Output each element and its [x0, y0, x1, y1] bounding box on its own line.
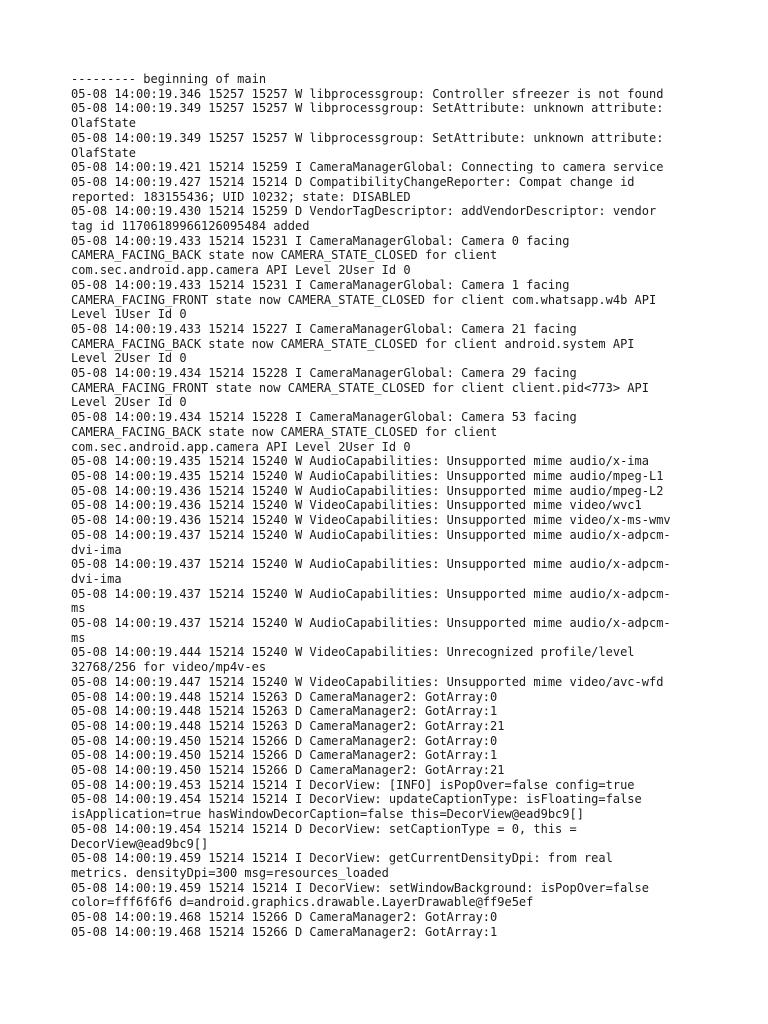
log-line: 05-08 14:00:19.468 15214 15266 D CameraManager2: GotArray:0: [71, 910, 498, 925]
log-line: CAMERA_FACING_FRONT state now CAMERA_STATE_CLOSED for client com.whatsapp.w4b API: [71, 292, 657, 307]
log-line: 05-08 14:00:19.433 15214 15231 I CameraManagerGlobal: Camera 0 facing: [71, 233, 570, 248]
log-line: CAMERA_FACING_BACK state now CAMERA_STATE_CLOSED for client: [71, 424, 498, 439]
log-line: OlafState: [71, 116, 137, 131]
log-line: 05-08 14:00:19.454 15214 15214 I DecorView: updateCaptionType: isFloating=false: [71, 792, 642, 807]
log-line: 05-08 14:00:19.427 15214 15214 D CompatibilityChangeReporter: Compat change id: [71, 174, 635, 189]
log-line: 05-08 14:00:19.349 15257 15257 W libprocessgroup: SetAttribute: unknown attribute:: [71, 101, 664, 116]
log-line: CAMERA_FACING_FRONT state now CAMERA_STATE_CLOSED for client client.pid<773> API: [71, 380, 649, 395]
log-line: 05-08 14:00:19.433 15214 15231 I CameraManagerGlobal: Camera 1 facing: [71, 277, 570, 292]
log-line: 32768/256 for video/mp4v-es: [71, 660, 267, 675]
log-line: 05-08 14:00:19.448 15214 15263 D CameraManager2: GotArray:21: [71, 718, 505, 733]
log-line: 05-08 14:00:19.434 15214 15228 I CameraManagerGlobal: Camera 29 facing: [71, 366, 577, 381]
log-line: 05-08 14:00:19.468 15214 15266 D CameraManager2: GotArray:1: [71, 924, 498, 939]
log-line: 05-08 14:00:19.450 15214 15266 D CameraManager2: GotArray:21: [71, 763, 505, 778]
log-line: 05-08 14:00:19.447 15214 15240 W VideoCapabilities: Unsupported mime video/avc-wfd: [71, 674, 664, 689]
log-document: [71, 72, 711, 939]
log-line: dvi-ima: [71, 542, 122, 557]
log-line: 05-08 14:00:19.435 15214 15240 W AudioCapabilities: Unsupported mime audio/mpeg-L1: [71, 468, 664, 483]
log-line: ms: [71, 601, 86, 616]
log-line: 05-08 14:00:19.346 15257 15257 W libprocessgroup: Controller sfreezer is not found: [71, 86, 664, 101]
log-line: 05-08 14:00:19.444 15214 15240 W VideoCapabilities: Unrecognized profile/level: [71, 645, 635, 660]
log-line: 05-08 14:00:19.437 15214 15240 W AudioCapabilities: Unsupported mime audio/x-adpcm-: [71, 557, 671, 572]
log-line: OlafState: [71, 145, 137, 160]
log-line: 05-08 14:00:19.437 15214 15240 W AudioCapabilities: Unsupported mime audio/x-adpcm-: [71, 616, 671, 631]
log-line: 05-08 14:00:19.450 15214 15266 D CameraManager2: GotArray:1: [71, 748, 498, 763]
log-line: 05-08 14:00:19.433 15214 15227 I CameraManagerGlobal: Camera 21 facing: [71, 321, 577, 336]
log-line: DecorView@ead9bc9[]: [71, 836, 209, 851]
log-line: 05-08 14:00:19.453 15214 15214 I DecorView: [INFO] isPopOver=false config=true: [71, 777, 635, 792]
log-line: 05-08 14:00:19.448 15214 15263 D CameraManager2: GotArray:0: [71, 689, 498, 704]
log-line: 05-08 14:00:19.436 15214 15240 W AudioCapabilities: Unsupported mime audio/mpeg-L2: [71, 483, 664, 498]
log-line: 05-08 14:00:19.437 15214 15240 W AudioCapabilities: Unsupported mime audio/x-adpcm-: [71, 527, 671, 542]
log-line: 05-08 14:00:19.454 15214 15214 D DecorView: setCaptionType = 0, this =: [71, 821, 577, 836]
log-line: 05-08 14:00:19.459 15214 15214 I DecorView: getCurrentDensityDpi: from real: [71, 851, 613, 866]
log-line: 05-08 14:00:19.434 15214 15228 I CameraManagerGlobal: Camera 53 facing: [71, 410, 577, 425]
log-line: 05-08 14:00:19.436 15214 15240 W VideoCapabilities: Unsupported mime video/wvc1: [71, 498, 642, 513]
log-line: 05-08 14:00:19.430 15214 15259 D VendorTagDescriptor: addVendorDescriptor: vendor: [71, 204, 657, 219]
log-line: ms: [71, 630, 86, 645]
log-line: Level 2User Id 0: [71, 395, 187, 410]
log-line: CAMERA_FACING_BACK state now CAMERA_STATE_CLOSED for client android.system API: [71, 336, 635, 351]
log-line: tag id 11706189966126095484 added: [71, 219, 310, 234]
log-line: Level 1User Id 0: [71, 307, 187, 322]
log-line: com.sec.android.app.camera API Level 2User Id 0: [71, 439, 411, 454]
log-line: CAMERA_FACING_BACK state now CAMERA_STATE_CLOSED for client: [71, 248, 498, 263]
log-line: isApplication=true hasWindowDecorCaption=false this=DecorView@ead9bc9[]: [71, 807, 584, 822]
log-line: com.sec.android.app.camera API Level 2User Id 0: [71, 263, 411, 278]
log-line: 05-08 14:00:19.349 15257 15257 W libprocessgroup: SetAttribute: unknown attribute:: [71, 130, 664, 145]
log-line: 05-08 14:00:19.448 15214 15263 D CameraManager2: GotArray:1: [71, 704, 498, 719]
log-line: 05-08 14:00:19.436 15214 15240 W VideoCapabilities: Unsupported mime video/x-ms-wmv: [71, 513, 671, 528]
log-line: --------- beginning of main: [71, 72, 267, 86]
log-lines: [71, 72, 711, 939]
log-line: 05-08 14:00:19.459 15214 15214 I DecorView: setWindowBackground: isPopOver=false: [71, 880, 649, 895]
log-line: 05-08 14:00:19.435 15214 15240 W AudioCapabilities: Unsupported mime audio/x-ima: [71, 454, 649, 469]
log-line: Level 2User Id 0: [71, 351, 187, 366]
log-line: 05-08 14:00:19.450 15214 15266 D CameraManager2: GotArray:0: [71, 733, 498, 748]
log-line: 05-08 14:00:19.421 15214 15259 I CameraManagerGlobal: Connecting to camera service: [71, 160, 664, 175]
log-line: dvi-ima: [71, 571, 122, 586]
log-line: color=fff6f6f6 d=android.graphics.drawable.LayerDrawable@ff9e5ef: [71, 895, 534, 910]
log-line: reported: 183155436; UID 10232; state: DISABLED: [71, 189, 411, 204]
log-line: metrics. densityDpi=300 msg=resources_loaded: [71, 865, 389, 880]
log-line: 05-08 14:00:19.437 15214 15240 W AudioCapabilities: Unsupported mime audio/x-adpcm-: [71, 586, 671, 601]
